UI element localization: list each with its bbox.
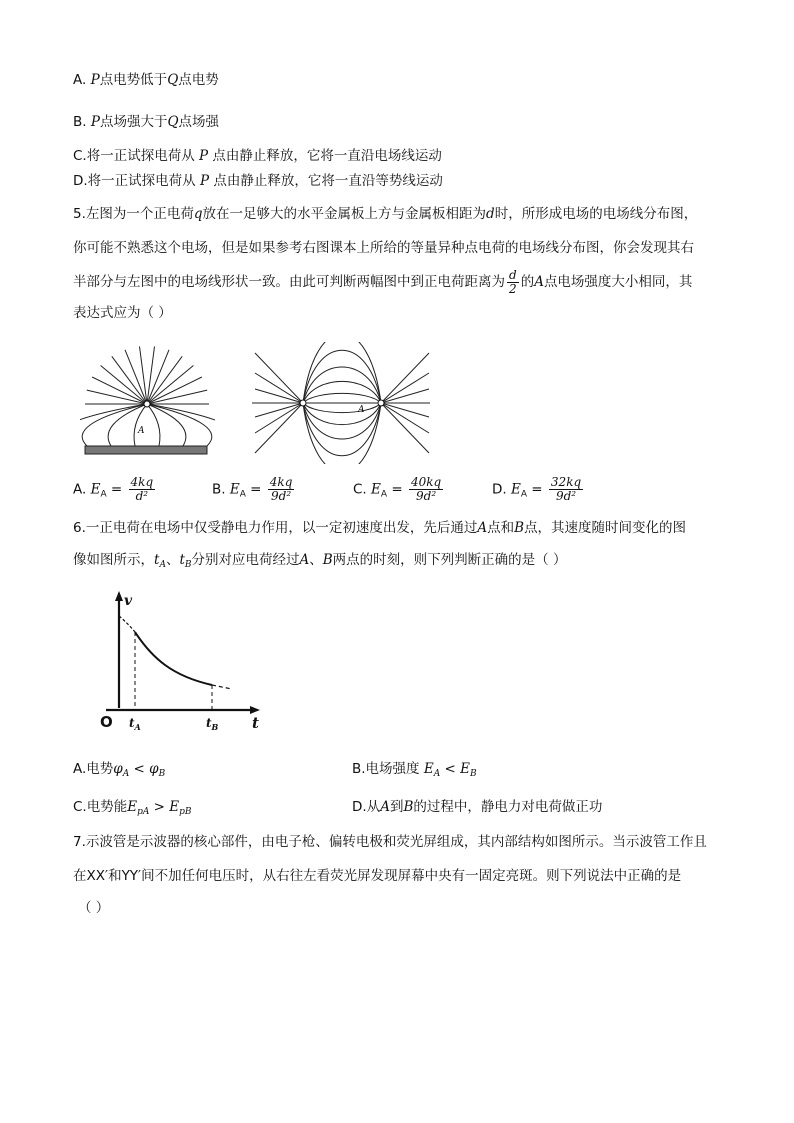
field-line [134, 404, 147, 446]
q5-option-a: A. $E_A$ = $\frac{4kq}{\text{d²}}$ [73, 475, 154, 503]
t-axis-arrow-icon [250, 706, 260, 714]
q5-stem-line4: 表达式应为（ ） [73, 305, 172, 321]
dipole-point-a-label: A [358, 405, 365, 415]
positive-charge-icon [144, 401, 150, 407]
plate-point-a-label: A [138, 426, 145, 436]
q5-stem-line2: 你可能不熟悉这个电场，但是如果参考右图课本上所给的等量异种点电荷的电场线分布图，你会发现其右 [73, 240, 694, 256]
origin-label: O [100, 713, 113, 731]
v-axis-arrow-icon [115, 591, 123, 601]
q4-option-c: C.将一正试探电荷从 P 点由静止释放，它将一直沿电场线运动 [73, 148, 442, 164]
tb-label: $t_B$ [206, 716, 219, 732]
q6-option-c: C.电势能$E_{pA} > E_{pB}$ [73, 799, 192, 817]
dipole-field-lines [252, 342, 430, 464]
q6-option-d: D.从A到B的过程中，静电力对电荷做正功 [352, 799, 603, 815]
ta-label: $t_A$ [129, 716, 141, 732]
field-line [303, 393, 381, 403]
negative-charge-icon [300, 400, 306, 406]
t-axis-label: t [252, 714, 259, 732]
q4-option-b: B. P点场强大于Q点场强 [73, 114, 220, 130]
field-line [303, 403, 381, 439]
q4-option-d: D.将一正试探电荷从 P 点由静止释放，它将一直沿等势线运动 [73, 173, 443, 189]
field-line [303, 403, 381, 413]
field-line [303, 403, 381, 425]
q5-option-c: C. $E_A$ = $\frac{40kq}{\text{9d²}}$ [353, 475, 442, 503]
positive-charge-icon [378, 400, 384, 406]
q6-stem-line1: 6.一正电荷在电场中仅受静电力作用，以一定初速度出发，先后通过A点和B点，其速度随时间变化的图 [73, 520, 687, 536]
plate-field-lines [80, 346, 215, 446]
field-line [147, 404, 160, 446]
q7-stem-line3: （ ） [78, 900, 110, 916]
q4-option-a: A. P点电势低于Q点电势 [73, 72, 219, 88]
q7-stem-line1: 7.示波管是示波器的核心部件，由电子枪、偏转电极和荧光屏组成，其内部结构如图所示。当示波管工作且 [73, 834, 707, 850]
metal-plate [85, 446, 207, 454]
v-t-curve-dashed-start [119, 616, 135, 632]
field-line [303, 367, 381, 403]
field-line [303, 381, 381, 403]
q5-stem-line1: 5.左图为一个正电荷q放在一足够大的水平金属板上方与金属板相距为d时，所形成电场的电场线分布图， [73, 206, 698, 222]
velocity-time-graph [82, 588, 272, 736]
v-t-curve [135, 632, 212, 685]
q6-option-b: B.电场强度 $E_A < E_B$ [352, 761, 477, 779]
q7-stem-line2: 在XX′和YY′间不加任何电压时，从右往左看荧光屏发现屏幕中央有一固定亮斑。则下列说法中正确的是 [73, 868, 682, 884]
q6-option-a: A.电势$\varphi_A < \varphi_B$ [73, 761, 166, 779]
dipole-field-figure [250, 342, 432, 464]
q5-option-d: D. $E_A$ = $\frac{32kq}{\text{9d²}}$ [492, 475, 582, 503]
q5-fraction-d-over-2: $\frac{d}{2}$ [509, 267, 517, 296]
v-t-curve-dashed-end [212, 685, 232, 689]
plate-field-figure [80, 340, 215, 460]
q5-stem-line3: 半部分与左图中的电场线形状一致。由此可判断两幅图中到正电荷距离为 $\frac{d}{2}$ 的A点电场强度大小相同，其 [73, 267, 693, 296]
q6-stem-line2: 像如图所示，$t_A$、$t_B$分别对应电荷经过A、B两点的时刻，则下列判断正确的是（ ） [73, 552, 567, 570]
v-axis-label: v [124, 593, 133, 609]
q5-option-b: B. $E_A$ = $\frac{4kq}{\text{9d²}}$ [212, 475, 293, 503]
